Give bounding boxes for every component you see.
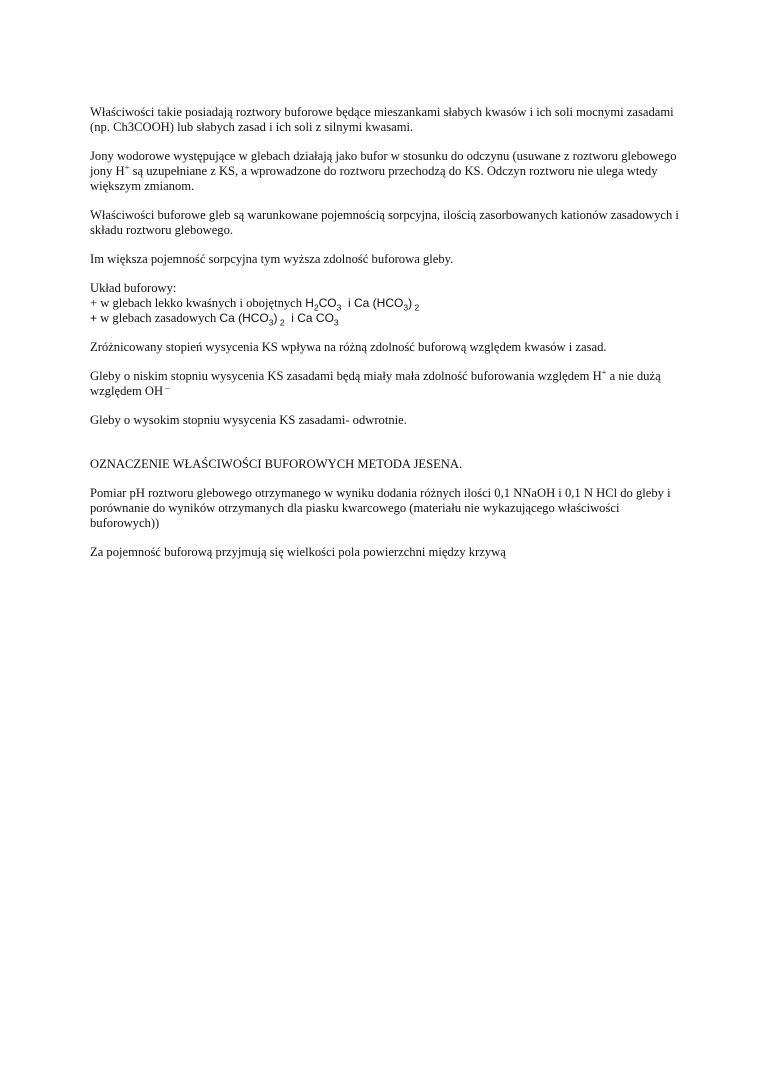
paragraph-saturation-degree: Zróżnicowany stopień wysycenia KS wpływa na różną zdolność buforową względem kwasów i zasad. [90,340,607,354]
paragraph-buffer-capacity: Za pojemność buforową przyjmują się wielkości pola powierzchni między krzywą [90,545,506,559]
buffer-system-alkaline-line [90,311,680,326]
paragraph-buffer-solutions: Właściwości takie posiadają roztwory buforowe będące mieszankami słabych kwasów i ich soli mocnymi zasadami (np. Ch3COOH) lub słabych zasad i ich soli z silnymi kwasami. [90,105,674,134]
superscript-plus: + [124,161,130,172]
p7-text-part2: a nie dużą względem OH [90,369,661,398]
buffer-system-heading: Układ buforowy: [90,281,177,295]
plus-sign: + [90,311,98,325]
formula-alkaline: Ca $(HCO_3)$ $_2$ i Ca $CO_3$ [219,311,339,328]
buffer-system-block [90,281,680,326]
p2-text-part1: Jony wodorowe występujące w glebach działają jako bufor w stosunku do odczynu (usuwane z roztworu glebowego jony H [90,149,677,178]
section-heading-jesen-method: OZNACZENIE WŁAŚCIWOŚCI BUFOROWYCH METODA JESENA. [90,457,463,471]
paragraph-sorption-capacity: Im większa pojemność sorpcyjna tym wyższa zdolność buforowa gleby. [90,252,454,266]
paragraph-ph-measurement: Pomiar pH roztworu glebowego otrzymanego w wyniku dodania różnych ilości 0,1 NNaOH i 0,1 N HCl do gleby i porównanie do wyników otrzymanych dla piasku kwarcowego (materiału nie wykazującego właściwości buforowych)) [90,486,671,530]
p7-text-part1: Gleby o niskim stopniu wysycenia KS zasadami będą miały mała zdolność buforowania względem H [90,369,602,383]
alkaline-soils-text: w glebach zasadowych [97,311,220,325]
paragraph-high-saturation: Gleby o wysokim stopniu wysycenia KS zasadami- odwrotnie. [90,413,407,427]
paragraph-hydrogen-ions [90,149,680,194]
paragraph-buffer-properties: Właściwości buforowe gleb są warunkowane pojemnością sorpcyjna, ilością zasorbowanych kationów zasadowych i składu roztworu glebowego. [90,208,679,237]
acidic-soils-text: + w glebach lekko kwaśnych i obojętnych [90,296,306,310]
superscript-plus: + [601,366,607,377]
p2-text-part2: są uzupełniane z KS, a wprowadzone do roztworu przechodzą do KS. Odczyn roztworu nie ulega wtedy większym zmianom. [90,164,658,193]
formula-acidic: $H_2CO_3$ i Ca $(HCO_3)$ $_2$ [305,296,420,313]
paragraph-low-saturation [90,366,680,399]
document-body [90,105,680,574]
superscript-minus: – [163,381,170,392]
buffer-system-acidic-line [90,296,680,311]
